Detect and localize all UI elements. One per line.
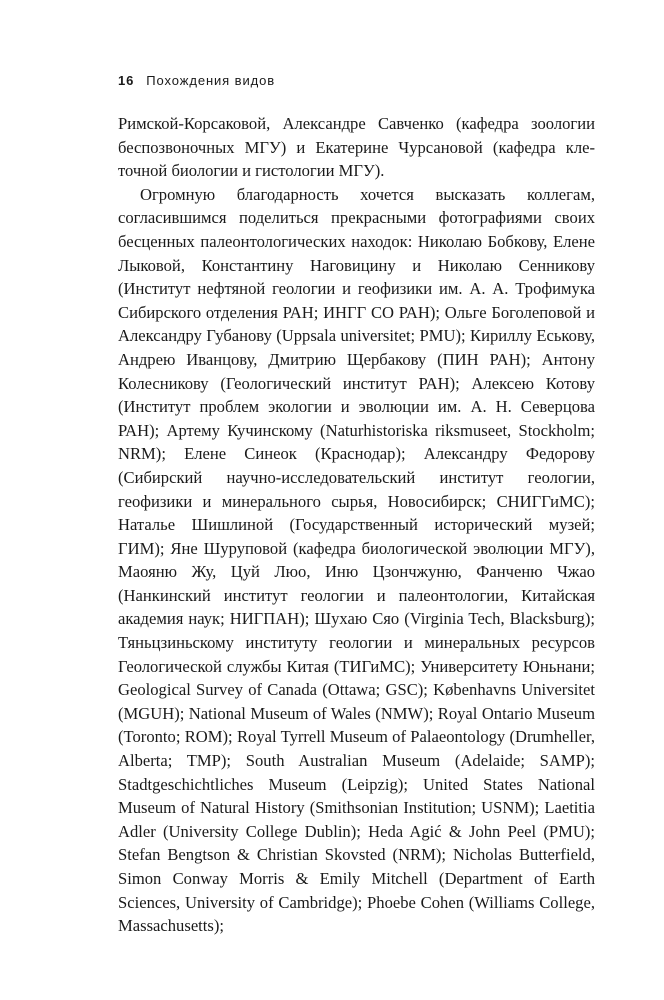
- running-head: [118, 73, 275, 93]
- page-number: 16: [118, 73, 135, 88]
- paragraph-acknowledgements: Огромную благодарность хочется высказать коллегам, согласившимся поделиться прекрасными фотографиями своих бесценных палеонтологических находок: Николаю Бобкову, Елене Лыковой, Константину Наговицину и Николаю Сенникову (Институт нефтяной геологии и геофизики им. А. А. Трофимука Сибирского отделения РАН; ИНГГ СО РАН); Ольге Боголеповой и Александру Губанову (Uppsala universitet; PMU); Кириллу Еськову, Андрею Иванцову, Дмитрию Щербакову (ПИН РАН); Антону Колесникову (Геологический институт РАН); Алексею Котову (Институт проблем экологии и эволюции им. А. Н. Северцова РАН); Артему Кучинскому (Naturhistoriska riksmuseet, Stockholm; NRM); Елене Синеок (Краснодар); Александру Федорову (Сибирский научно-исследовательский институт геологии, геофизики и минерального сырья, Новосибирск; СНИГГиМС); Наталье Шишлиной (Государственный исторический музей; ГИМ); Яне Шуруповой (кафедра биологической эволюции МГУ), Маояню Жу, Цуй Люо, Иню Цзончжуню, Фанченю Чжао (Нанкинский институт геологии и палеонтологии, Китайская академия наук; НИГПАН); Шухаю Сяо (Virginia Tech, Blacksburg); Тяньцзиньскому институту геологии и минеральных ресурсов Геологической службы Китая (ТИГиМС); Университету Юньнани; Geological Survey of Canada (Ottawa; GSC); Københavns Universitet (MGUH); National Museum of Wales (NMW); Royal Ontario Museum (Toronto; ROM); Royal Tyrrell Museum of Palaeontology (Drumheller, Alberta; TMP); South Australian Museum (Adelaide; SAMP); Stadtgeschichtliches Museum (Leipzig); United States National Museum of Natural History (Smithsonian Institution; USNM); Laetitia Adler (University College Dublin); Heda Agić & John Peel (PMU); Stefan Bengtson & Christian Skovsted (NRM); Nicholas Butterfield, Simon Conway Morris & Emily Mitchell (Department of Earth Sciences, University of Cambridge); Phoebe Cohen (Williams College, Massachusetts);: [118, 184, 595, 936]
- body-text: [118, 112, 595, 938]
- paragraph-continued: Римской-Корсаковой, Александре Савченко (кафедра зоологии беспозвоночных МГУ) и Екатерине Чурсановой (кафедра клеточной биологии и гистологии МГУ).: [118, 114, 595, 181]
- running-title: Похождения видов: [146, 73, 276, 88]
